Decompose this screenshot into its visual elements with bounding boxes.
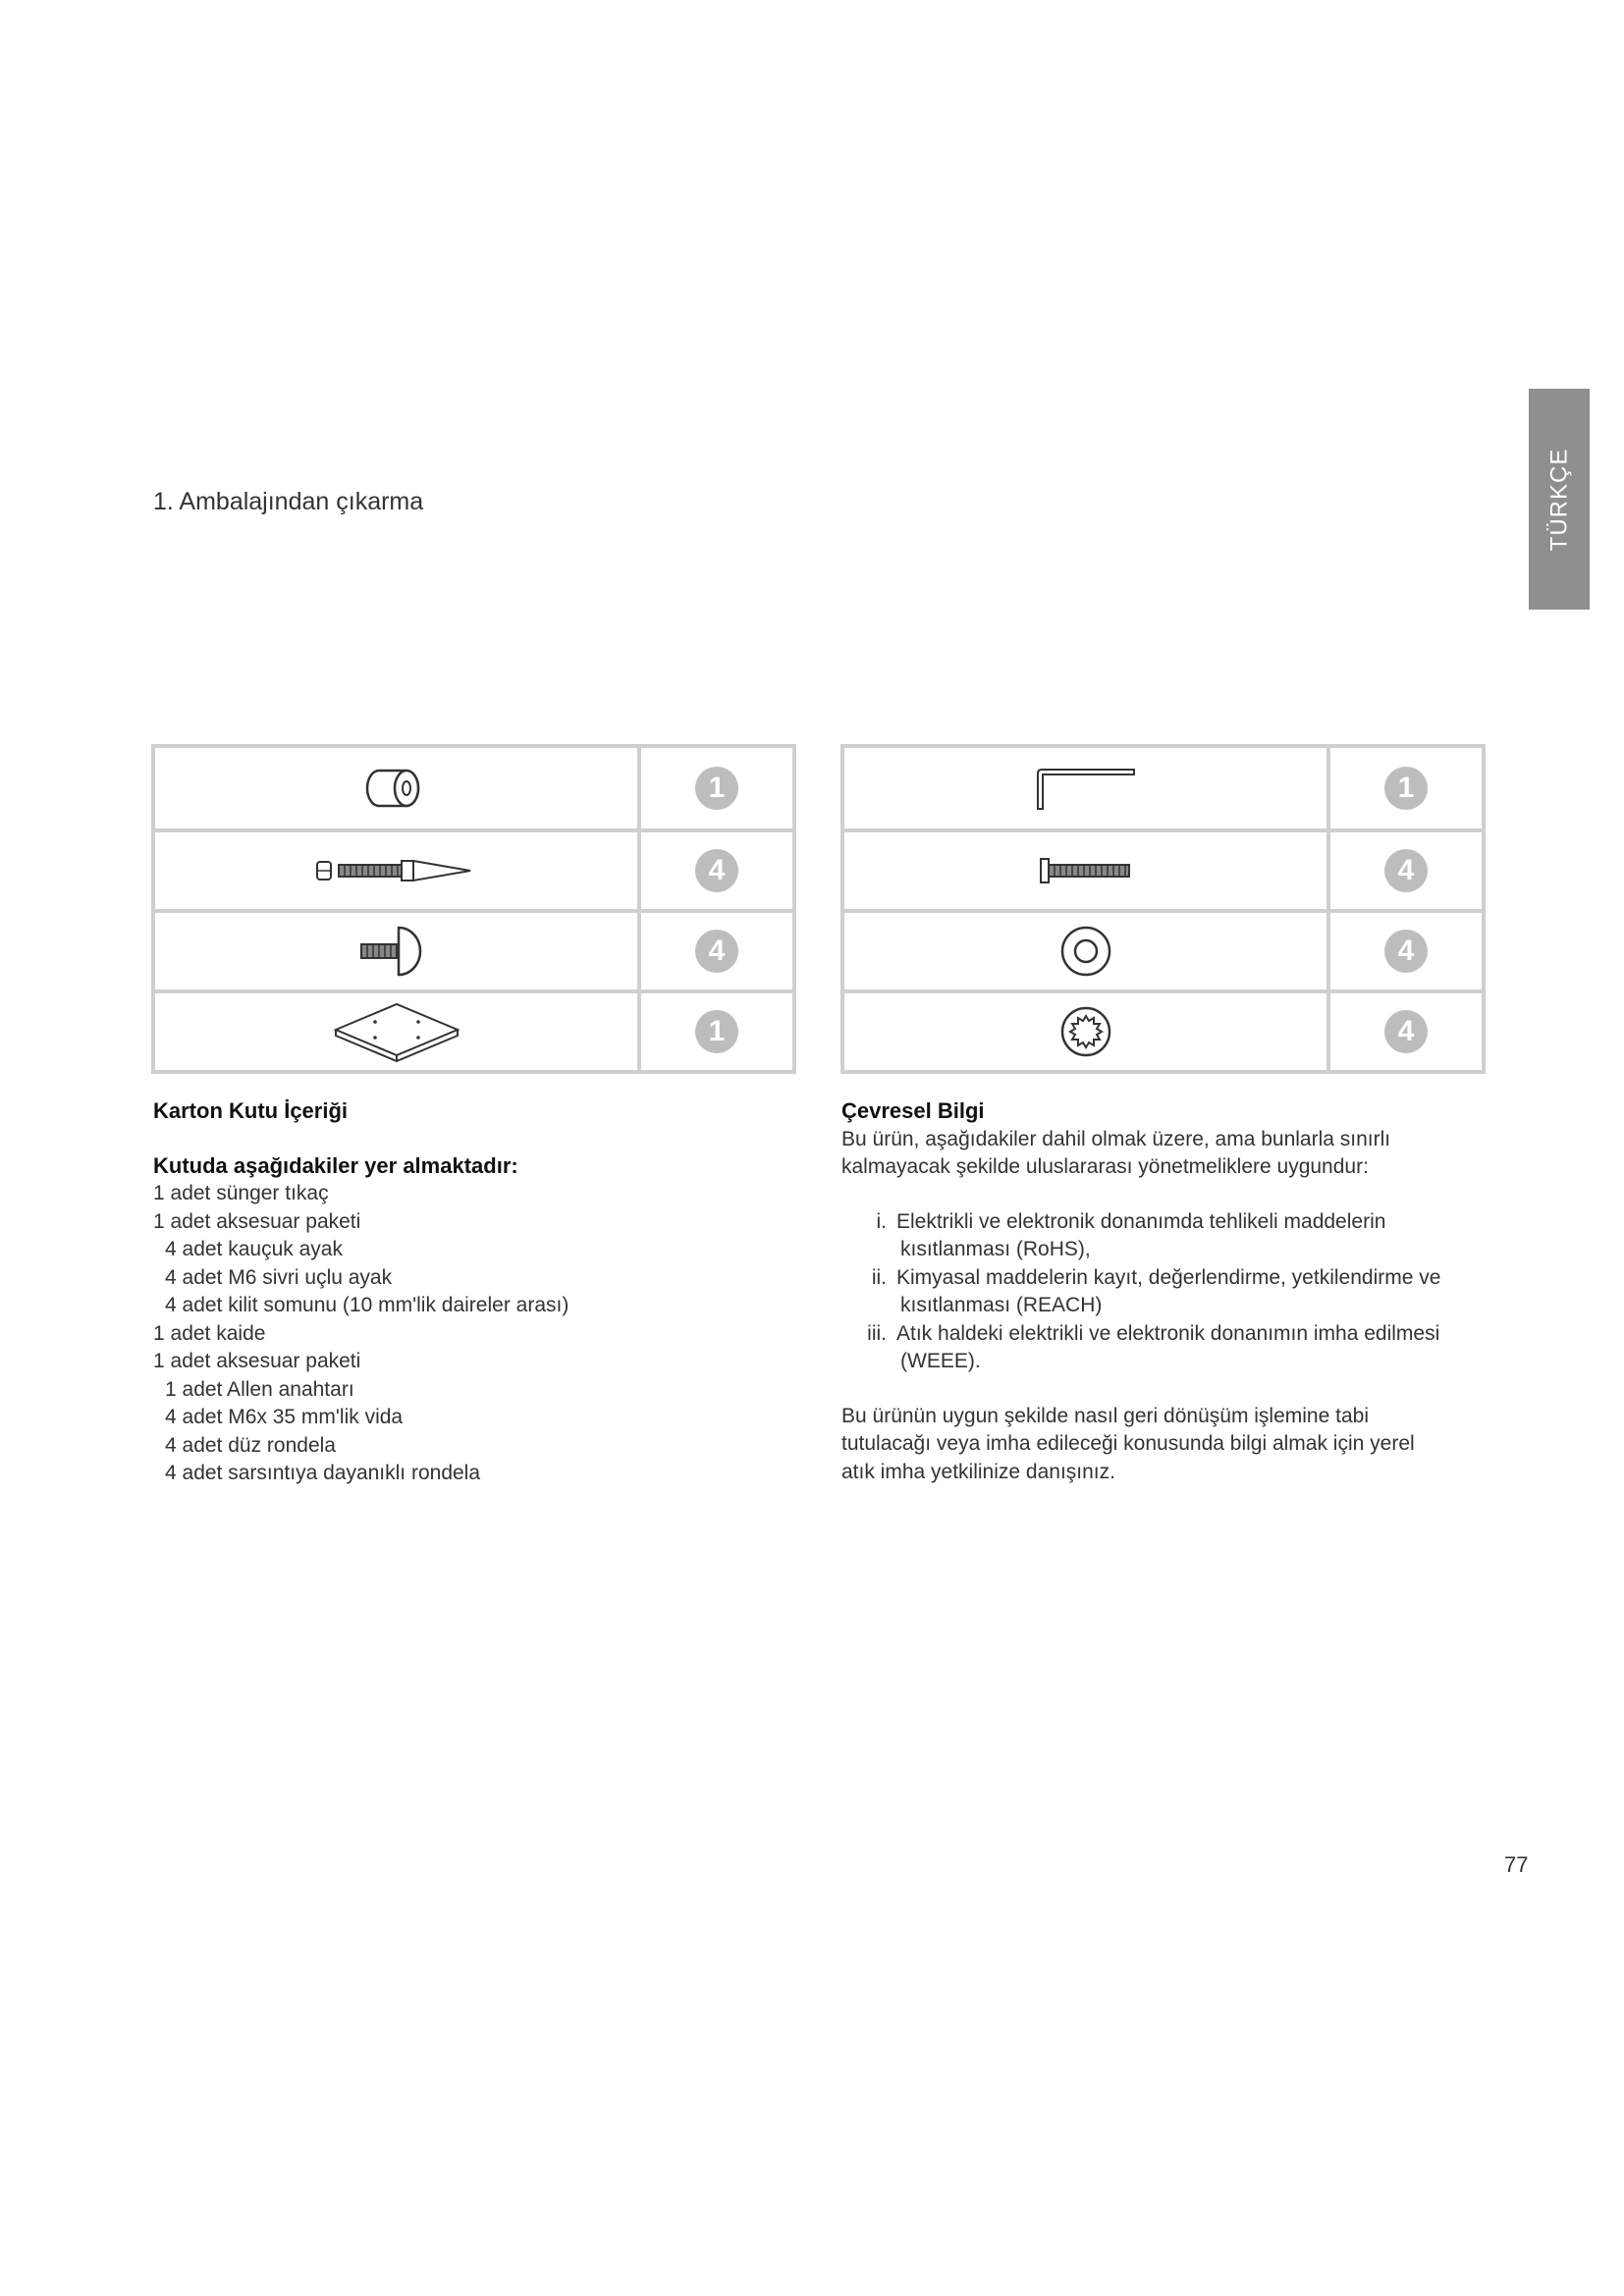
language-tab-label: TÜRKÇE — [1545, 448, 1573, 551]
language-tab — [1529, 389, 1590, 610]
list-item: 4 adet sarsıntıya dayanıklı rondela — [165, 1462, 481, 1484]
page-number: 77 — [1504, 1852, 1529, 1877]
base-plate-icon — [155, 993, 641, 1070]
table-row — [844, 989, 1482, 1070]
list-item — [841, 1264, 1489, 1320]
table-row — [844, 748, 1482, 828]
lock-washer-icon — [844, 993, 1330, 1070]
table-row — [155, 828, 792, 909]
environment-outro: Bu ürünün uygun şekilde nasıl geri dönüşüm işlemine tabi — [841, 1404, 1369, 1427]
list-item: 4 adet kilit somunu (10 mm'lik daireler arası) — [165, 1294, 569, 1316]
carton-subtitle: Kutuda aşağıdakiler yer almaktadır: — [153, 1152, 518, 1178]
parts-table-left — [151, 744, 796, 1074]
list-item — [841, 1320, 1489, 1376]
list-text: kısıtlanması (RoHS), — [900, 1238, 1091, 1260]
list-item: 4 adet kauçuk ayak — [165, 1238, 343, 1260]
list-item: 1 adet aksesuar paketi — [153, 1350, 361, 1372]
list-item: 4 adet M6x 35 mm'lik vida — [165, 1406, 404, 1428]
environment-intro: kalmayacak şekilde uluslararası yönetmeliklere uygundur: — [841, 1155, 1369, 1178]
environmental-info — [841, 1097, 1489, 1486]
quantity-badge: 4 — [1384, 849, 1428, 892]
list-text: kısıtlanması (REACH) — [900, 1294, 1103, 1316]
quantity-badge: 1 — [695, 767, 738, 810]
quantity-badge: 1 — [695, 1010, 738, 1053]
list-text: Elektrikli ve elektronik donanımda tehlikeli maddelerin — [896, 1209, 1386, 1233]
spike-foot-icon — [155, 832, 641, 909]
allen-key-icon — [844, 748, 1330, 828]
environment-outro: tutulacağı veya imha edileceği konusunda bilgi almak için yerel — [841, 1432, 1415, 1455]
foam-plug-icon — [155, 748, 641, 828]
carton-contents — [153, 1097, 782, 1488]
list-number: i. — [876, 1209, 887, 1233]
parts-table-right — [840, 744, 1486, 1074]
section-title: 1. Ambalajından çıkarma — [153, 488, 424, 515]
list-text: Atık haldeki elektrikli ve elektronik donanımın imha edilmesi — [896, 1321, 1440, 1345]
carton-title: Karton Kutu İçeriği — [153, 1098, 349, 1123]
list-item: 1 adet sünger tıkaç — [153, 1182, 329, 1204]
list-text: Kimyasal maddelerin kayıt, değerlendirme, yetkilendirme ve — [896, 1265, 1441, 1289]
quantity-badge: 4 — [695, 849, 738, 892]
table-row — [844, 828, 1482, 909]
list-item: 1 adet aksesuar paketi — [153, 1209, 361, 1233]
quantity-badge: 4 — [1384, 930, 1428, 973]
list-item: 4 adet M6 sivri uçlu ayak — [165, 1265, 393, 1289]
table-row — [155, 989, 792, 1070]
rubber-foot-icon — [155, 913, 641, 989]
quantity-badge: 4 — [695, 930, 738, 973]
flat-washer-icon — [844, 913, 1330, 989]
list-item — [841, 1208, 1489, 1264]
list-item: 1 adet kaide — [153, 1321, 266, 1345]
environment-outro: atık imha yetkilinize danışınız. — [841, 1460, 1115, 1483]
list-item: 4 adet düz rondela — [165, 1433, 336, 1457]
list-number: iii. — [867, 1321, 887, 1345]
list-number: ii. — [871, 1265, 887, 1289]
list-item: 1 adet Allen anahtarı — [165, 1377, 354, 1401]
quantity-badge: 4 — [1384, 1010, 1428, 1053]
table-row — [155, 748, 792, 828]
table-row — [844, 909, 1482, 989]
quantity-badge: 1 — [1384, 767, 1428, 810]
environment-intro: Bu ürün, aşağıdakiler dahil olmak üzere, ama bunlarla sınırlı — [841, 1127, 1391, 1150]
table-row — [155, 909, 792, 989]
m6-screw-icon — [844, 832, 1330, 909]
list-text: (WEEE). — [900, 1350, 981, 1372]
environment-title: Çevresel Bilgi — [841, 1098, 985, 1123]
